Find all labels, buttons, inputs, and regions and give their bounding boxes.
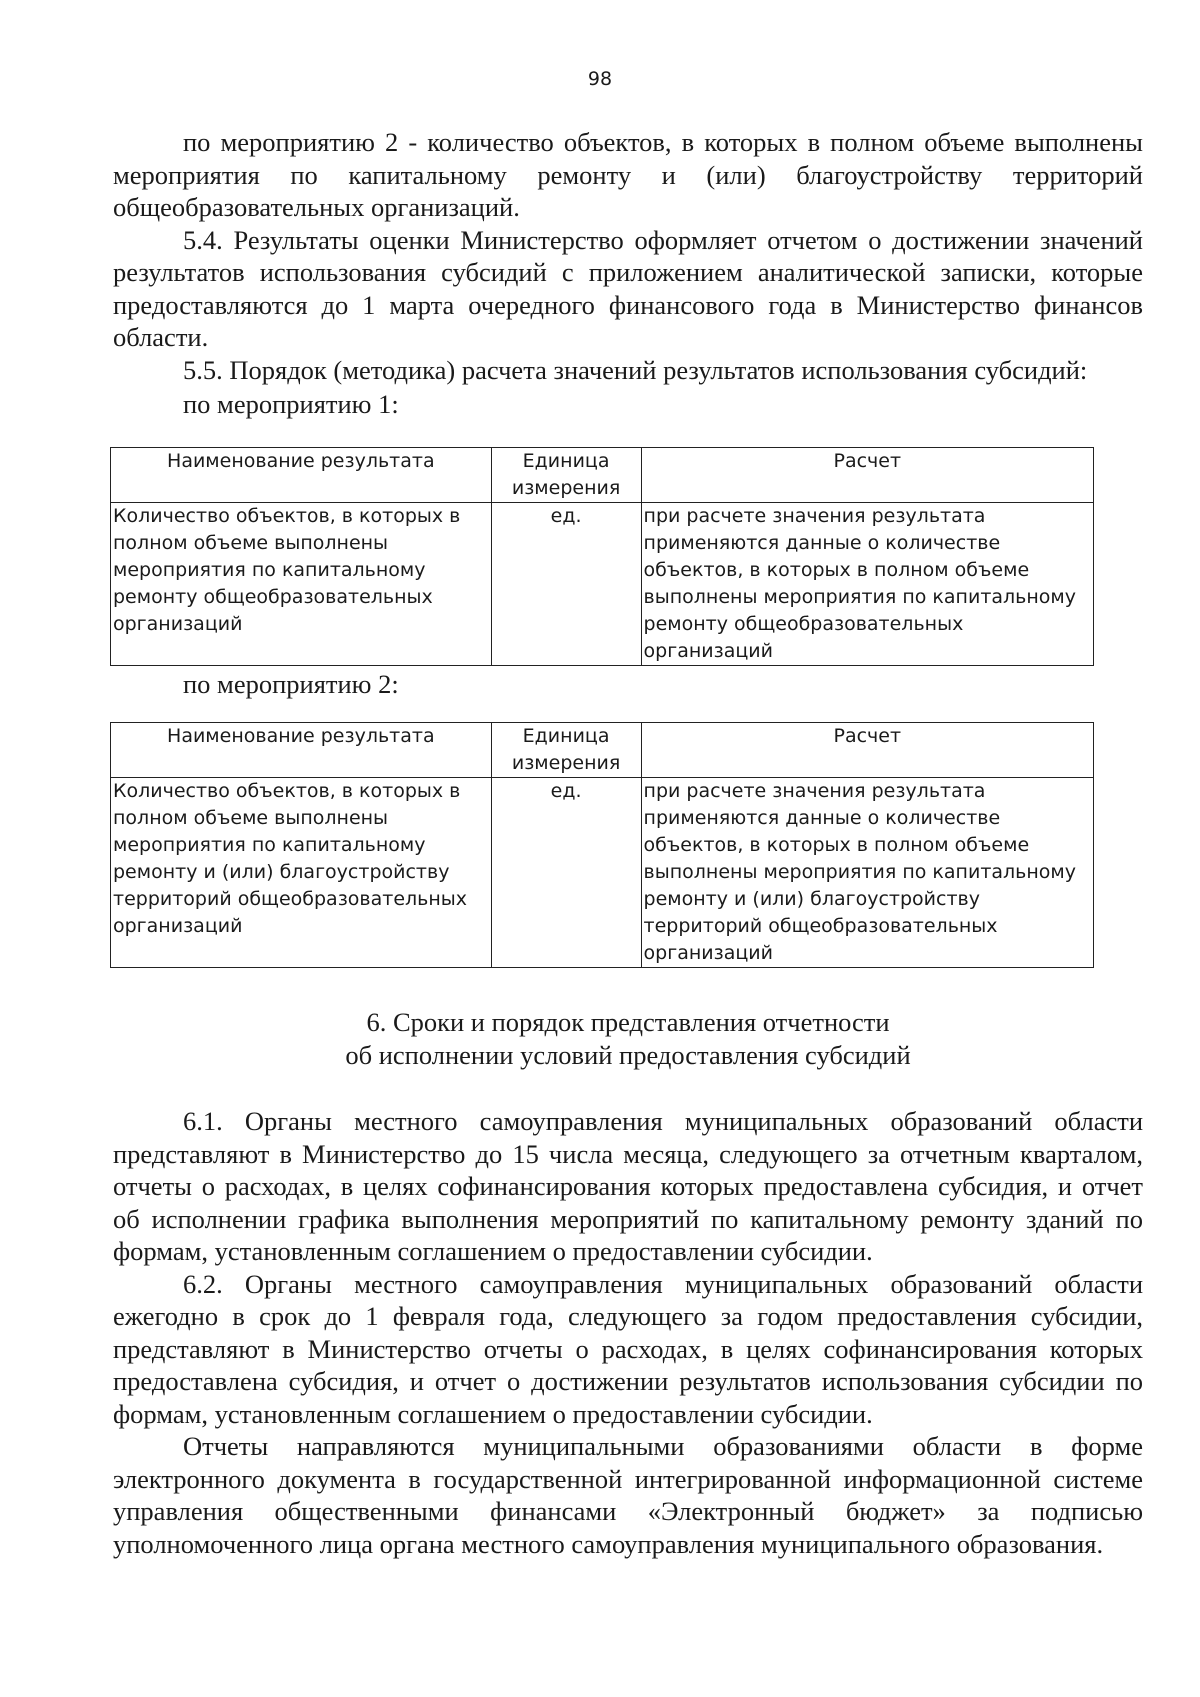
cell-result-name: Количество объектов, в которых в полном объеме выполнены мероприятия по капитальному ремонту и (или) благоустройству территорий общеобразовательных организаций xyxy=(111,778,492,968)
paragraph-6-2: 6.2. Органы местного самоуправления муниципальных образований области ежегодно в срок до 1 февраля года, следующего за годом предоставления субсидии, представляют в Министерство отчеты о расходах, в целях софинансирования которых предоставлена субсидия, и отчет о достижении результатов использования субсидии по формам, установленным соглашением о предоставлении субсидии. xyxy=(113,1268,1143,1429)
header-calculation: Расчет xyxy=(641,447,1093,502)
document-body xyxy=(113,126,1143,1560)
paragraph-5-5: 5.5. Порядок (методика) расчета значений результатов использования субсидий: xyxy=(183,354,1088,385)
header-result-name: Наименование результата xyxy=(111,447,492,502)
section-6-title-line-2: об исполнении условий предоставления субсидий xyxy=(345,1039,911,1070)
header-result-name: Наименование результата xyxy=(111,723,492,778)
table-row xyxy=(111,502,1094,665)
paragraph-reports-submission: Отчеты направляются муниципальными образованиями области в форме электронного документа в государственной интегрированной информационной системе управления общественными финансами «Электронный бюджет» за подписью уполномоченного лица органа местного самоуправления муниципального образования. xyxy=(113,1431,1143,1559)
page-number: 98 xyxy=(587,68,613,90)
cell-calculation: при расчете значения результата применяются данные о количестве объектов, в которых в полном объеме выполнены мероприятия по капитальному ремонту и (или) благоустройству территорий общеобразовательных организаций xyxy=(641,778,1093,968)
measure-1-label: по мероприятию 1: xyxy=(183,389,399,419)
paragraph-5-4: 5.4. Результаты оценки Министерство оформляет отчетом о достижении значений результатов использования субсидий с приложением аналитической записки, которые предоставляются до 1 марта очередного финансового года в Министерство финансов области. xyxy=(113,224,1143,352)
results-table-measure-1 xyxy=(110,447,1094,666)
cell-calculation: при расчете значения результата применяются данные о количестве объектов, в которых в полном объеме выполнены мероприятия по капитальному ремонту общеобразовательных организаций xyxy=(641,502,1093,665)
table-header-row xyxy=(111,447,1094,502)
paragraph-6-1: 6.1. Органы местного самоуправления муниципальных образований области представляют в Министерство до 15 числа месяца, следующего за отчетным кварталом, отчеты о расходах, в целях софинансирования которых предоставлена субсидия, и отчет об исполнении графика выполнения мероприятий по капитальному ремонту зданий по формам, установленным соглашением о предоставлении субсидии. xyxy=(113,1106,1143,1266)
section-6-title-line-1: 6. Сроки и порядок представления отчетности xyxy=(366,1007,890,1037)
cell-unit: ед. xyxy=(491,778,641,968)
header-unit: Единица измерения xyxy=(491,723,641,778)
cell-unit: ед. xyxy=(491,502,641,665)
header-calculation: Расчет xyxy=(641,723,1093,778)
paragraph-measure-2-indicator: по мероприятию 2 - количество объектов, в которых в полном объеме выполнены мероприятия по капитальному ремонту и (или) благоустройству территорий общеобразовательных организаций. xyxy=(113,127,1143,222)
cell-result-name: Количество объектов, в которых в полном объеме выполнены мероприятия по капитальному ремонту общеобразовательных организаций xyxy=(111,502,492,665)
table-header-row xyxy=(111,723,1094,778)
section-6-title xyxy=(113,1006,1143,1071)
results-table-measure-2 xyxy=(110,722,1094,968)
measure-2-label: по мероприятию 2: xyxy=(183,668,399,699)
header-unit: Единица измерения xyxy=(491,447,641,502)
table-row xyxy=(111,778,1094,968)
